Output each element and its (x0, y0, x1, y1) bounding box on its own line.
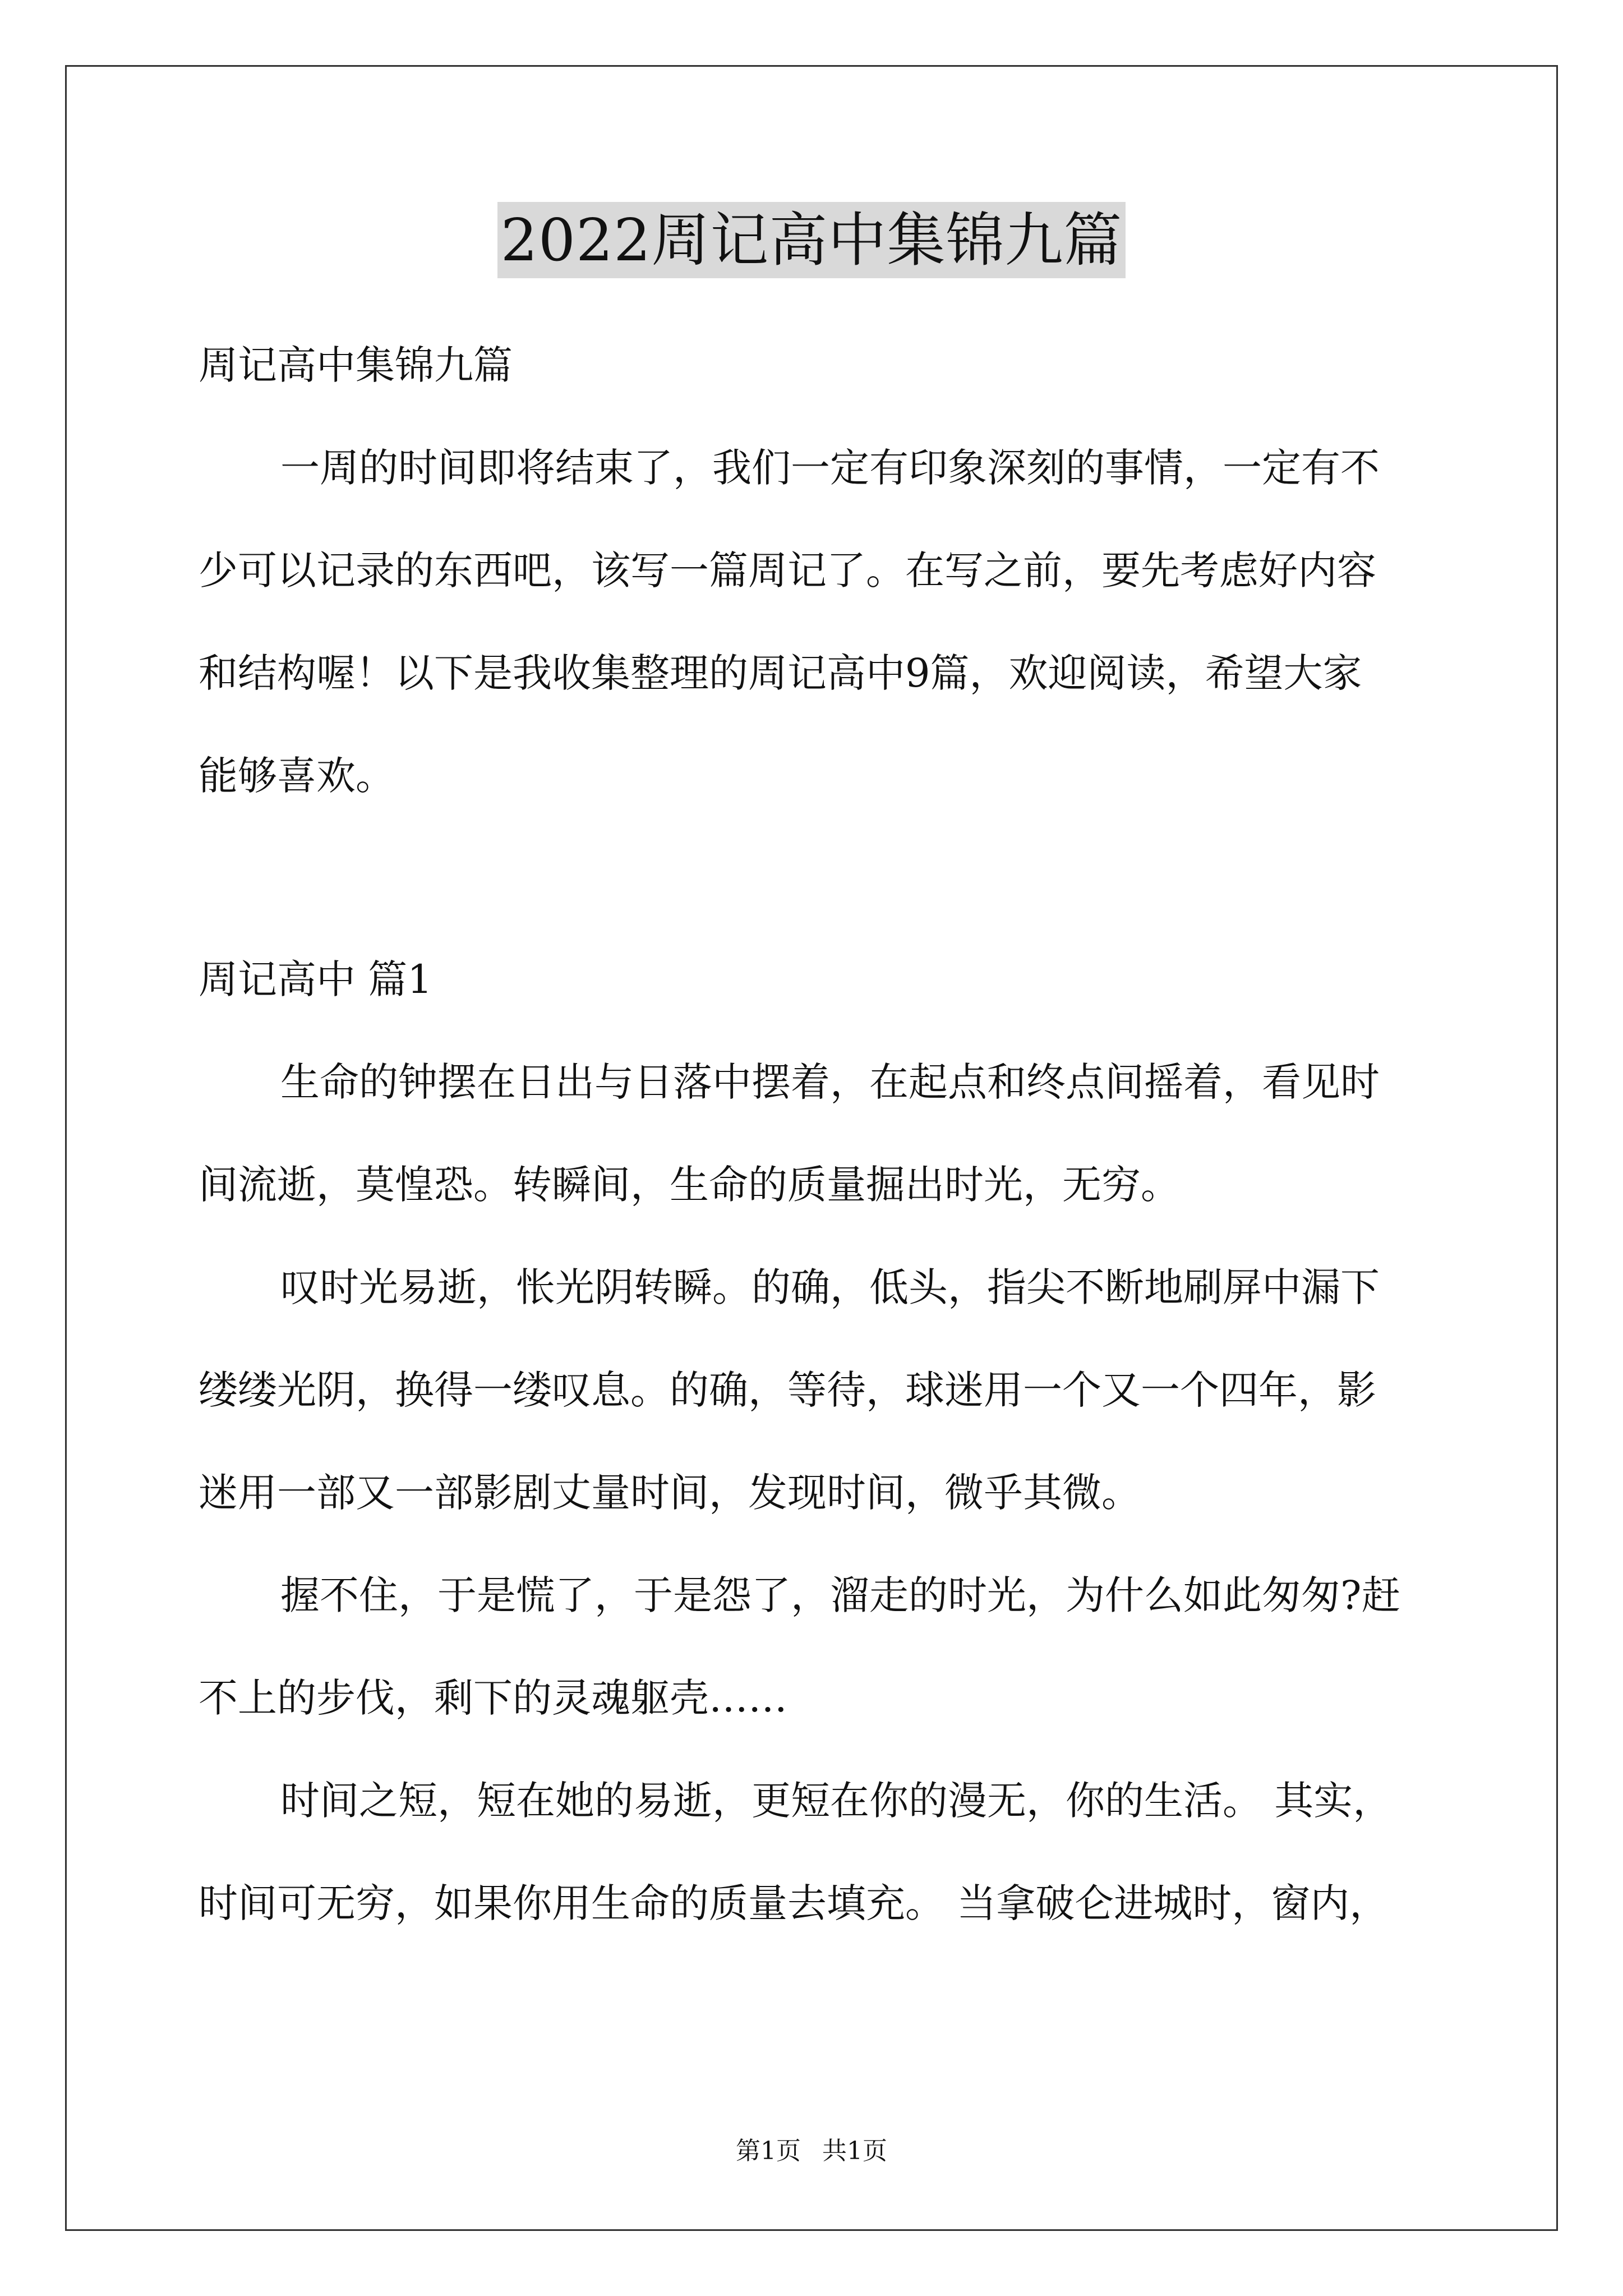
text-line: 少可以记录的东西吧，该写一篇周记了。在写之前，要先考虑好内容 (199, 547, 1376, 593)
text-line: 间流逝，莫惶恐。转瞬间，生命的质量掘出时光，无穷。 (199, 1162, 1180, 1208)
paragraph-gap (199, 827, 1427, 928)
text-line: 生命的钟摆在日出与日落中摆着，在起点和终点间摇着，看见时 (280, 1059, 1380, 1105)
page-footer (0, 2134, 1623, 2168)
text-line: 周记高中集锦九篇 (199, 342, 513, 388)
text-line: 周记高中 篇1 (199, 956, 432, 1002)
page-total: 共1页 (822, 2137, 887, 2165)
text-line: 握不住，于是慌了，于是怨了，溜走的时光，为什么如此匆匆?赶 (280, 1572, 1401, 1618)
text-line: 时间之短，短在她的易逝，更短在你的漫无，你的生活。 其实， (280, 1778, 1393, 1824)
text-line: 叹时光易逝，怅光阴转瞬。的确，低头，指尖不断地刷屏中漏下 (280, 1264, 1380, 1310)
title-wrap (0, 202, 1623, 278)
text-line: 缕缕光阴，换得一缕叹息。的确，等待，球迷用一个又一个四年，影 (199, 1367, 1376, 1413)
text-line: 时间可无穷，如果你用生命的质量去填充。 当拿破仑进城时，窗内， (199, 1880, 1389, 1926)
text-line: 迷用一部又一部影剧丈量时间，发现时间，微乎其微。 (199, 1470, 1141, 1516)
text-line: 不上的步伐，剩下的灵魂躯壳…… (199, 1675, 787, 1721)
text-line: 和结构喔！以下是我收集整理的周记高中9篇，欢迎阅读，希望大家 (199, 650, 1362, 696)
document-body (199, 314, 1427, 1955)
document-title: 2022周记高中集锦九篇 (497, 202, 1126, 278)
text-line: 能够喜欢。 (199, 753, 395, 799)
page-number: 第1页 (736, 2137, 801, 2165)
text-line: 一周的时间即将结束了，我们一定有印象深刻的事情，一定有不 (280, 445, 1380, 491)
